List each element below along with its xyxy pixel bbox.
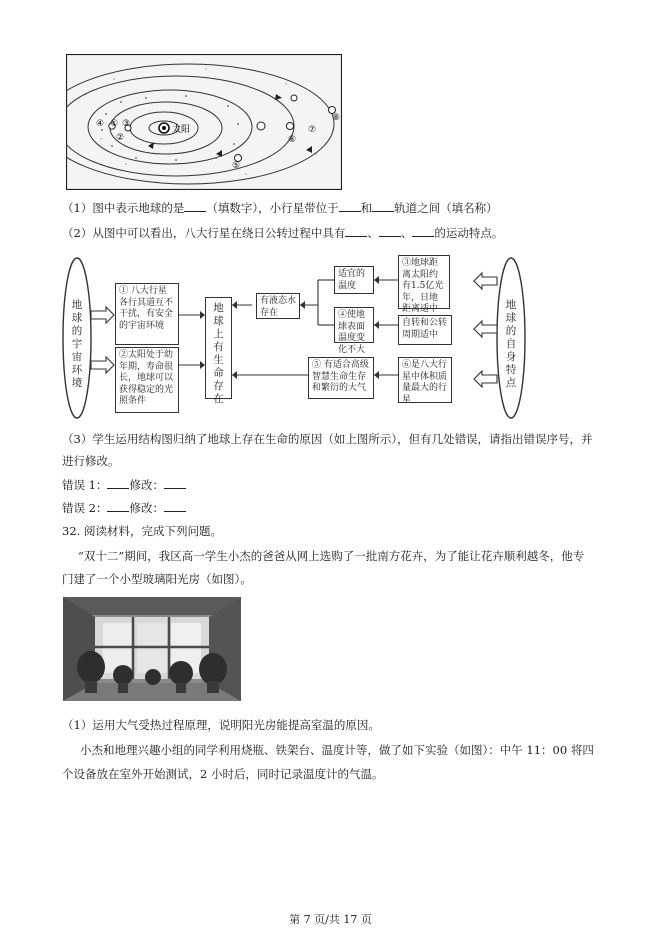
solar-system-diagram [66, 54, 342, 190]
diagram-left-label: 地球的宇宙环境 [71, 299, 83, 389]
orbit-label-4: ④ [96, 119, 105, 129]
error-1-row [62, 477, 186, 493]
q2-text-b: 的运动特点。 [434, 226, 504, 240]
question-32-para-line2: 门建了一个小型玻璃阳光房（如图）。 [62, 572, 252, 586]
question-31-1 [62, 200, 498, 216]
error-1-label: 错误 1： [62, 478, 108, 492]
question-31-3-line1: （3）学生运用结构图归纳了地球上存在生命的原因（如上图所示），但有几处错误，请指出错误序号，并 [62, 432, 593, 446]
q2-sep: 、 [400, 226, 413, 240]
error-2-row [62, 500, 186, 516]
sunroom-image [63, 597, 241, 701]
orbit-label-5: ⑤ [232, 161, 241, 171]
question-32-1: （1）运用大气受热过程原理，说明阳光房能提高室温的原因。 [62, 718, 380, 732]
q1-text-b: （填数字），小行星带位于 [206, 201, 339, 215]
answer-blank[interactable] [345, 226, 367, 237]
error-2-label: 错误 2： [62, 501, 108, 515]
orbit-label-8: ⑧ [332, 113, 341, 123]
answer-blank[interactable] [412, 226, 434, 237]
diagram-right-label: 地球的自身特点 [505, 299, 517, 389]
orbit-label-6: ⑥ [288, 135, 297, 145]
diagram-box-5: ⑤ 有适合高级智慧生命生存和繁衍的大气 [308, 357, 374, 399]
q2-text-a: （2）从图中可以看出，八大行星在绕日公转过程中具有 [62, 226, 346, 240]
sun-label: 太阳 [172, 125, 191, 135]
orbit-label-7: ⑦ [308, 125, 317, 135]
diagram-box-1: ① 八大行星各行其道互不干扰，有安全的宇宙环境 [115, 283, 179, 345]
experiment-line2: 个设备放在室外开始测试，2 小时后，同时记录温度计的气温。 [62, 767, 384, 781]
q1-text-a: （1）图中表示地球的是 [62, 201, 185, 215]
question-32-heading: 32. 阅读材料，完成下列问题。 [62, 524, 222, 538]
diagram-box-2: ②太阳处于幼年期，寿命很长，地球可以获得稳定的光照条件 [115, 347, 179, 413]
q1-text-c: 和 [360, 201, 373, 215]
fix-2-label: 修改： [129, 501, 164, 515]
orbit-label-1: ① [110, 119, 119, 129]
diagram-box-water: 有液态水存在 [256, 293, 300, 319]
orbit-label-3: ③ [122, 119, 131, 129]
q2-sep: 、 [367, 226, 379, 240]
answer-blank[interactable] [379, 226, 401, 237]
diagram-box-temperature: 适宜的温度 [334, 266, 374, 294]
question-31-2 [62, 225, 503, 241]
answer-blank[interactable] [184, 201, 206, 212]
fix-1-label: 修改： [129, 478, 164, 492]
sun-icon [159, 123, 169, 133]
diagram-box-6: ⑥是八大行星中体积质量最大的行星 [398, 357, 452, 403]
sunroom-photo [63, 597, 241, 701]
q1-text-d: 轨道之间（填名称） [394, 201, 498, 215]
diagram-box-3: ③地球距离太阳约有1.5亿光年，日地距离适中 [398, 255, 450, 309]
answer-blank[interactable] [107, 478, 129, 489]
answer-blank[interactable] [339, 201, 361, 212]
answer-blank[interactable] [107, 501, 129, 512]
diagram-box-4: ④使地球表面温度变化不大 [334, 307, 374, 343]
diagram-box-rotation: 自转和公转周期适中 [398, 315, 452, 345]
question-31-3-line2: 进行修改。 [62, 454, 120, 468]
life-conditions-diagram [62, 255, 527, 421]
solar-system-figure [66, 54, 342, 190]
answer-blank[interactable] [372, 201, 394, 212]
answer-blank[interactable] [164, 478, 186, 489]
experiment-line1: 小杰和地理兴趣小组的同学利用烧瓶、铁架台、温度计等，做了如下实验（如图）：中午 11：00 将四 [80, 743, 594, 757]
diagram-center-box: 地球上有生命存在 [205, 297, 232, 399]
page-number: 第 7 页/共 17 页 [289, 913, 372, 926]
orbit-label-2: ② [116, 133, 125, 143]
question-32-para-line1: “双十二”期间，我区高一学生小杰的爸爸从网上选购了一批南方花卉，为了能让花卉顺利越冬，他专 [78, 549, 585, 563]
answer-blank[interactable] [164, 501, 186, 512]
